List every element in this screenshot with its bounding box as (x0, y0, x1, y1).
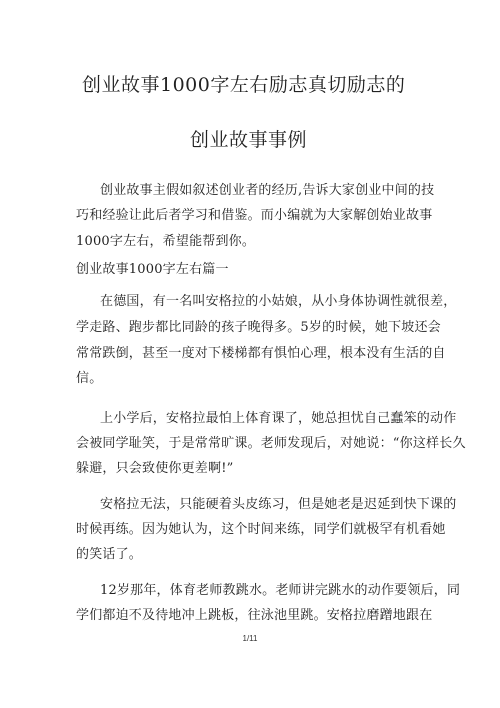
paragraph-line: 12岁那年，体育老师教跳水。老师讲完跳水的动作要领后，同 (100, 583, 461, 598)
paragraph-line: 会被同学耻笑，于是常常旷课。老师发现后，对她说：“你这样长久 (76, 436, 466, 451)
paragraph-line: 上小学后，安格拉最怕上体育课了，她总担忧自己蠢笨的动作 (100, 411, 457, 426)
section-heading: 创业故事1000字左右篇一 (76, 262, 229, 277)
paragraph-line: 常常跌倒，甚至一度对下楼梯都有惧怕心理，根本没有生活的自 (76, 346, 446, 361)
page-number: 1/11 (242, 634, 258, 643)
paragraph-line: 学走路、跑步都比同龄的孩子晚得多。5岁的时候，她下坡还会 (76, 320, 441, 335)
paragraph-line: 的笑话了。 (76, 547, 143, 562)
document-title-line-1: 创业故事1000字左右励志真切励志的 (82, 74, 406, 96)
paragraph-line: 学们都迫不及待地冲上跳板，往泳池里跳。安格拉磨蹭地跟在 (76, 608, 433, 623)
paragraph-line: 1000字左右，希望能帮到你。 (76, 234, 256, 249)
paragraph-line: 巧和经验让此后者学习和借鉴。而小编就为大家解创始业故事 (76, 208, 433, 223)
paragraph-line: 安格拉无法，只能硬着头皮练习，但是她老是迟延到快下课的 (100, 497, 457, 512)
document-title-line-2: 创业故事事例 (190, 129, 308, 151)
paragraph-line: 时候再练。因为她认为，这个时间来练，同学们就极罕有机看她 (76, 522, 446, 537)
paragraph-line: 创业故事主假如叙述创业者的经历,告诉大家创业中间的技 (100, 183, 435, 198)
paragraph-line: 躲避，只会致使你更差啊!” (76, 461, 234, 476)
paragraph-line: 信。 (76, 371, 103, 386)
paragraph-line: 在德国，有一名叫安格拉的小姑娘，从小身体协调性就很差， (100, 294, 457, 309)
